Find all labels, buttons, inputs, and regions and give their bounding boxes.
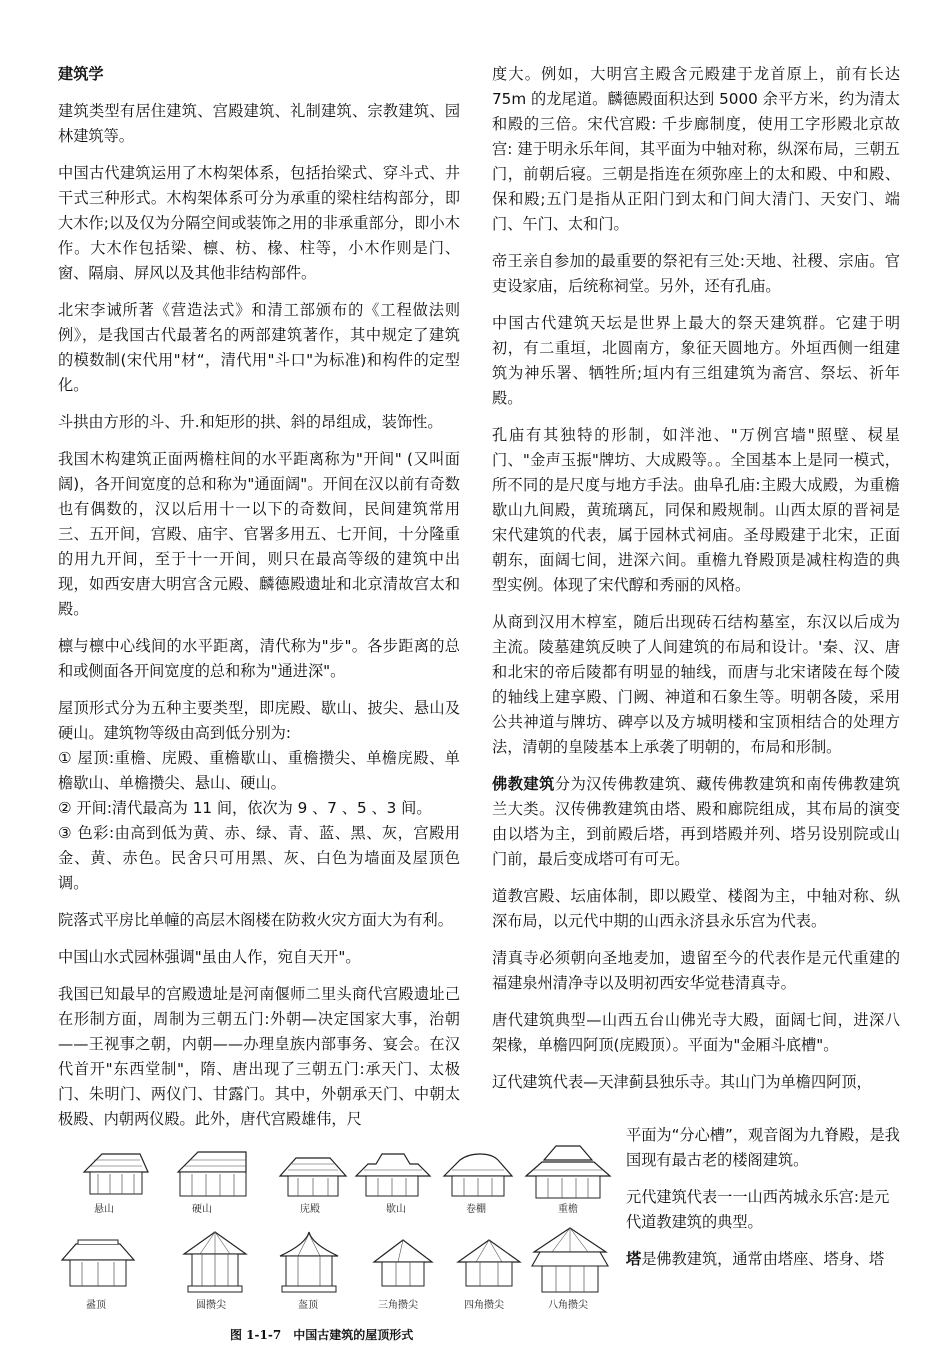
pagoda-paragraph [626, 1247, 902, 1272]
roof-label: 盔顶 [298, 1300, 318, 1311]
paragraph: 从商到汉用木椁室，随后出现砖石结构墓室，东汉以后成为主流。陵墓建筑反映了人间建筑的布局和设计。'秦、汉、唐和北宋的帝后陵都有明显的轴线，而唐与北宋诸陵在每个陵的轴线上建享殿、门阙、神道和石象生等。明朝各陵，采用公共神道与牌坊、碑亭以及方城明楼和宝顶相结合的处理方法，清朝的皇陵基本上承袭了明朝的，布局和形制。 [492, 613, 900, 756]
paragraph: 唐代建筑典型—山西五台山佛光寺大殿，面阔七间，进深八架椽，单檐四阿顶(庑殿顶）。平面为"金厢斗底槽"。 [492, 1011, 900, 1054]
right-column-tail [626, 1123, 902, 1284]
roof-label: 圆攒尖 [196, 1300, 226, 1311]
paragraph: 平面为“分心槽”，观音阁为九脊殿，是我国现有最古老的楼阁建筑。 [626, 1126, 900, 1169]
paragraph: 帝王亲自参加的最重要的祭祀有三处:天地、社稷、宗庙。官吏设家庙，后统称祠堂。另外，还有孔庙。 [492, 252, 900, 295]
xuanshan-roof-drawing [80, 1148, 150, 1200]
buddhist-paragraph [492, 772, 900, 872]
right-column [492, 62, 900, 1095]
kuiding-roof-drawing [274, 1230, 344, 1296]
roof-item-2: ② 开间:清代最高为 11 间，依次为 9 、7 、5 、3 间。 [58, 799, 432, 817]
roof-label: 盝顶 [86, 1300, 106, 1311]
sanjiao-cuanjian-roof-drawing [368, 1236, 438, 1292]
roof-paragraph [58, 696, 460, 896]
paragraph: 檩与檩中心线间的水平距离，清代称为"步"。各步距离的总和或侧面各开间宽度的总和称为"通进深"。 [58, 637, 460, 680]
paragraph-text: 分为汉传佛教建筑、藏传佛教建筑和南传佛教建筑兰大类。汉传佛教建筑由塔、殿和廊院组成，其布局的演变由以塔为主，到前殿后塔，再到塔殿并列、塔另设别院或山门前，最后变成塔可有可无。 [492, 775, 901, 868]
roof-label: 八角攒尖 [548, 1300, 588, 1311]
roof-item-3: ③ 色彩:由高到低为黄、赤、绿、青、蓝、黑、灰，宫殿用金、黄、赤色。民舍只可用黑、灰、白色为墙面及屋顶色调。 [58, 824, 460, 892]
paragraph: 中国古代建筑运用了木构架体系，包括抬梁式、穿斗式、井干式三种形式。木构架体系可分为承重的梁柱结构部分，即大木作;以及仅为分隔空间或装饰之用的非承重部分，即小木作。大木作包括梁、檩、枋、椽、柱等，小木作则是门、窗、隔扇、屏风以及其他非结构部件。 [58, 164, 460, 282]
roof-forms-figure [52, 1140, 612, 1344]
bajiao-cuanjian-roof-drawing [528, 1226, 612, 1298]
wudian-roof-drawing [278, 1150, 348, 1200]
paragraph: 北宋李诫所著《营造法式》和清工部颁布的《工程做法则例》，是我国古代最著名的两部建筑著作，其中规定了建筑的模数制(宋代用"材“，清代用"斗口"为标准)和构件的定型化。 [58, 301, 460, 394]
paragraph: 建筑类型有居住建筑、宫殿建筑、礼制建筑、宗教建筑、园林建筑等。 [58, 102, 460, 145]
roof-item-1: ① 屋顶:重檐、庑殿、重檐歇山、重檐攒尖、单檐庑殿、单檐歇山、单檐攒尖、悬山、硬山。 [58, 749, 460, 792]
roof-label: 三角攒尖 [378, 1300, 418, 1311]
yuan-cuanjian-roof-drawing [180, 1230, 250, 1296]
paragraph: 中国古代建筑天坛是世界上最大的祭天建筑群。它建于明初，有二重垣，北圆南方，象征天圆地方。外垣西侧一组建筑为神乐署、牺牲所;垣内有三组建筑为斋宫、祭坛、祈年殿。 [492, 314, 900, 407]
paragraph: 道教宫殿、坛庙体制，即以殿堂、楼阁为主，中轴对称、纵深布局，以元代中期的山西永济县永乐宫为代表。 [492, 887, 900, 930]
paragraph: 我国已知最早的宫殿遗址是河南偃师二里头商代宫殿遗址己在形制方面，周制为三朝五门:外朝—决定国家大事，治朝——王视事之朝，内朝——办理皇族内部事务、宴会。在汉代首开"东西堂制"，隋、唐出现了三朝五门:承天门、太极门、朱明门、两仪门、甘露门。其中，外朝承天门、中朝太极殿、内朝两仪殿。此外，唐代宫殿雄伟，尺 [58, 985, 460, 1128]
roof-label: 重檐 [558, 1204, 578, 1215]
roof-label: 庑殿 [300, 1204, 320, 1215]
left-column [58, 62, 460, 1144]
paragraph: 孔庙有其独特的形制，如泮池、"万例宫墙"照壁、棂星门、"金声玉振"牌坊、大成殿等。。全国基本上是同一模式，所不同的是尺度与地方手法。曲阜孔庙:主殿大成殿，为重檐歇山九间殿，黄琉璃瓦，同保和殿规制。山西太原的晋祠是宋代建筑的代表，属于园林式祠庙。圣母殿建于北宋，正面朝东，面阔七间，进深六间。重檐九脊殿顶是减柱构造的典型实例。体现了宋代醇和秀丽的风格。 [492, 426, 900, 594]
roof-label: 卷棚 [466, 1204, 486, 1215]
paragraph: 清真寺必须朝向圣地麦加，遗留至今的代表作是元代重建的福建泉州清净寺以及明初西安华觉巷清真寺。 [492, 949, 900, 992]
sijiao-cuanjian-roof-drawing [454, 1236, 524, 1292]
roof-label: 四角攒尖 [464, 1300, 504, 1311]
xieshan-roof-drawing [352, 1148, 432, 1200]
bold-term: 塔 [626, 1250, 642, 1268]
yingshan-roof-drawing [172, 1146, 252, 1202]
paragraph: 度大。例如，大明宫主殿含元殿建于龙首原上，前有长达 75m 的龙尾道。麟德殿面积达到 5000 余平方米，约为清太和殿的三倍。宋代宫殿: 千步廊制度，使用工字形殿北京故宫: 建于明永乐年间，其平面为中轴对称，纵深布局，三朝五门，前朝后寝。三朝是指连在须弥座上的太和殿、中和殿、保和殿;五门是指从正阳门到太和门间大清门、天安门、端门、午门、太和门。 [492, 65, 900, 233]
roof-label: 硬山 [192, 1204, 212, 1215]
paragraph: 中国山水式园林强调"虽由人作，宛自天开"。 [58, 948, 361, 966]
liao-line: 辽代建筑代表—天津蓟县独乐寺。其山门为单檐四阿顶， [492, 1073, 872, 1091]
roof-intro: 屋顶形式分为五种主要类型，即庑殿、歇山、披尖、悬山及硬山。建筑物等级由高到低分别为: [58, 699, 460, 742]
luding-roof-drawing [60, 1236, 136, 1292]
paragraph: 斗拱由方形的斗、升.和矩形的拱、斜的昂组成，装饰性。 [58, 413, 443, 431]
juanpeng-roof-drawing [440, 1150, 516, 1200]
paragraph: 我国木构建筑正面两檐柱间的水平距离称为"开间" (又叫面阔)，各开间宽度的总和称为"通面阔"。开间在汉以前有奇数也有偶数的，汉以后用十一以下的奇数间，民间建筑常用三、五开间，宫殿、庙宇、官署多用五、七开间，十分隆重的用九开间，至于十一开间，则只在最高等级的建筑中出现，如西安唐大明宫含元殿、麟德殿遗址和北京清故宫太和殿。 [58, 450, 460, 618]
roof-label: 歇山 [386, 1204, 406, 1215]
paragraph-text: 是佛教建筑，通常由塔座、塔身、塔 [641, 1250, 885, 1268]
figure-caption: 图 1-1-7 中国古建筑的屋顶形式 [230, 1328, 414, 1342]
chongyan-roof-drawing [524, 1142, 612, 1202]
bold-term: 佛教建筑 [492, 775, 555, 793]
paragraph: 元代建筑代表一一山西芮城永乐宫:是元代道教建筑的典型。 [626, 1188, 890, 1231]
roof-label: 悬山 [94, 1204, 114, 1215]
paragraph: 院落式平房比单幢的高层木阁楼在防救火灾方面大为有利。 [58, 911, 453, 929]
section-title: 建筑学 [58, 65, 104, 83]
